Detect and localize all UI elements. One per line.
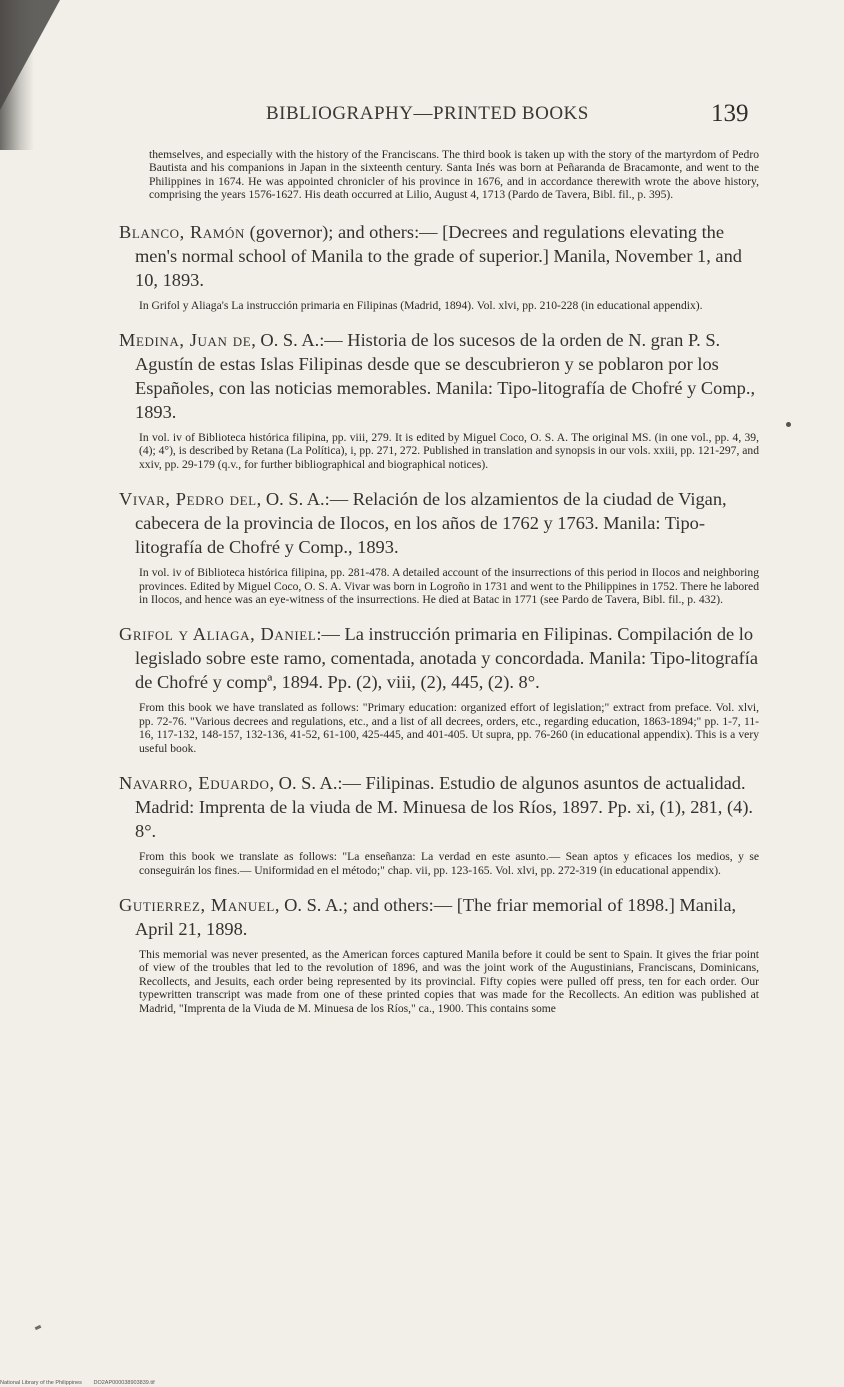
entry-navarro <box>119 771 759 877</box>
bibliography-content <box>119 148 759 1031</box>
entry-note: In vol. iv of Biblioteca histórica filipina, pp. viii, 279. It is edited by Miguel Coco, O. S. A. The original MS. (in one vol., pp. 4, 39, (4); 4°), is described by Retana (La Política), i, pp. 271, 272. Published in translation and synopsis in our vols. xxiii, pp. 121-297, and xxiv, pp. 29-179 (q.v., for further bibliographical and biographical notices). <box>139 431 759 471</box>
page-corner-fold <box>0 0 60 110</box>
entry-author: Grifol y Aliaga, Daniel <box>119 624 317 645</box>
entry-text: , O. S. A.:— Historia de los sucesos de la orden de N. gran P. S. Agustín de estas Islas Filipinas desde que se descubrieron y se poblaron por los Españoles, con las noticias memorables. Manila: Tipo-litografía de Chofré y Comp., 1893. <box>135 330 756 423</box>
entry-text: , O. S. A.; and others:— [The friar memorial of 1898.] Manila, April 21, 1898. <box>135 894 737 939</box>
entry-medina <box>119 328 759 471</box>
entry-note: This memorial was never presented, as the American forces captured Manila before it could be sent to Spain. It gives the friar point of view of the troubles that led to the revolution of 1896, and was the joint work of the Augustinians, Franciscans, Dominicans, Recollects, and Jesuits, each order being represented by its provincial. Fifty copies were pulled off press, ten for each order. Our typewritten transcript was made from one of these printed copies that was made for the Recollects. An edition was published at Madrid, "Imprenta de la Viuda de M. Minuesa de los Ríos," ca., 1900. This contains some <box>139 947 759 1015</box>
footer-library: National Library of the Philippines <box>0 1380 82 1386</box>
page-number: 139 <box>711 100 749 127</box>
entry-text: , O. S. A.:— Relación de los alzamientos de la ciudad de Vigan, cabecera de la provincia de Ilocos, en los años de 1762 y 1763. Manila: Tipo-litografía de Chofré y Comp., 1893. <box>135 489 727 558</box>
entry-citation <box>119 893 759 941</box>
entry-vivar <box>119 487 759 606</box>
running-title: BIBLIOGRAPHY—PRINTED BOOKS <box>266 103 589 124</box>
entry-text: , O. S. A.:— Filipinas. Estudio de algunos asuntos de actualidad. Madrid: Imprenta de la viuda de M. Minuesa de los Ríos, 1897. Pp. xi, (1), 281, (4). 8°. <box>135 773 754 842</box>
entry-citation <box>119 487 759 559</box>
entry-author: Vivar, Pedro del <box>119 489 257 510</box>
margin-ink-dot <box>786 422 791 427</box>
entry-note: From this book we have translated as follows: "Primary education: organized effort of legislation;" extract from preface. Vol. xlvi, pp. 72-76. "Various decrees and regulations, etc., and a list of all decrees, orders, etc., regarding education, 1863-1894;" pp. 1-7, 11-16, 117-132, 148-157, 132-136, 41-52, 61-100, 425-445, and 401-405. Ut supra, pp. 76-260 (in educational appendix). This is a very useful book. <box>139 701 759 755</box>
entry-text: :— La instrucción primaria en Filipinas. Compilación de lo legislado sobre este ramo, comentada, anotada y concordada. Manila: Tipo-litografía de Chofré y compª, 1894. Pp. (2), viii, (2), 445, (2). 8°. <box>135 624 759 693</box>
entry-gutierrez <box>119 893 759 1015</box>
continued-note: themselves, and especially with the history of the Franciscans. The third book is taken up with the story of the martyrdom of Pedro Bautista and his companions in Japan in the sixteenth century. Santa Inés was born at Peñaranda de Bracamonte, and went to the Philippines in 1674. He was appointed chronicler of his province in 1676, and in accordance therewith wrote the above history, comprising the years 1576-1627. His death occurred at Lilio, August 4, 1713 (Pardo de Tavera, Bibl. fil., p. 395). <box>149 148 759 202</box>
entry-note: From this book we translate as follows: "La enseñanza: La verdad en este asunto.— Sean aptos y eficaces los medios, y se conseguirán los fines.— Uniformidad en el método;" chap. vii, pp. 123-165. Vol. xlvi, pp. 272-319 (in educational appendix). <box>139 850 759 877</box>
entry-author: Blanco, Ramón <box>119 221 246 242</box>
scan-footer <box>0 1380 165 1386</box>
margin-ink-mark <box>35 1325 42 1330</box>
footer-identifier: DO2AP000038903839.tif <box>93 1380 155 1386</box>
entry-blanco <box>119 220 759 312</box>
entry-citation <box>119 622 759 694</box>
entry-note: In vol. iv of Biblioteca histórica filipina, pp. 281-478. A detailed account of the insurrections of this period in Ilocos and neighboring provinces. Edited by Miguel Coco, O. S. A. Vivar was born in Logroño in 1731 and went to the Philippines in 1752. There he labored in Ilocos, and hence was an eye-witness of the insurrections. He died at Batac in 1771 (see Pardo de Tavera, Bibl. fil., p. 432). <box>139 566 759 607</box>
entry-author: Navarro, Eduardo <box>119 773 270 794</box>
entry-author: Medina, Juan de <box>119 330 252 351</box>
entry-text: (governor); and others:— [Decrees and regulations elevating the men's normal school of Manila to the grade of superior.] Manila, November 1, and 10, 1893. <box>135 221 742 290</box>
entry-citation <box>119 220 759 292</box>
entry-author: Gutierrez, Manuel <box>119 894 275 915</box>
entry-citation <box>119 328 759 424</box>
entry-note: In Grifol y Aliaga's La instrucción primaria en Filipinas (Madrid, 1894). Vol. xlvi, pp. 210-228 (in educational appendix). <box>139 298 703 312</box>
entry-citation <box>119 771 759 843</box>
entry-grifol <box>119 622 759 755</box>
